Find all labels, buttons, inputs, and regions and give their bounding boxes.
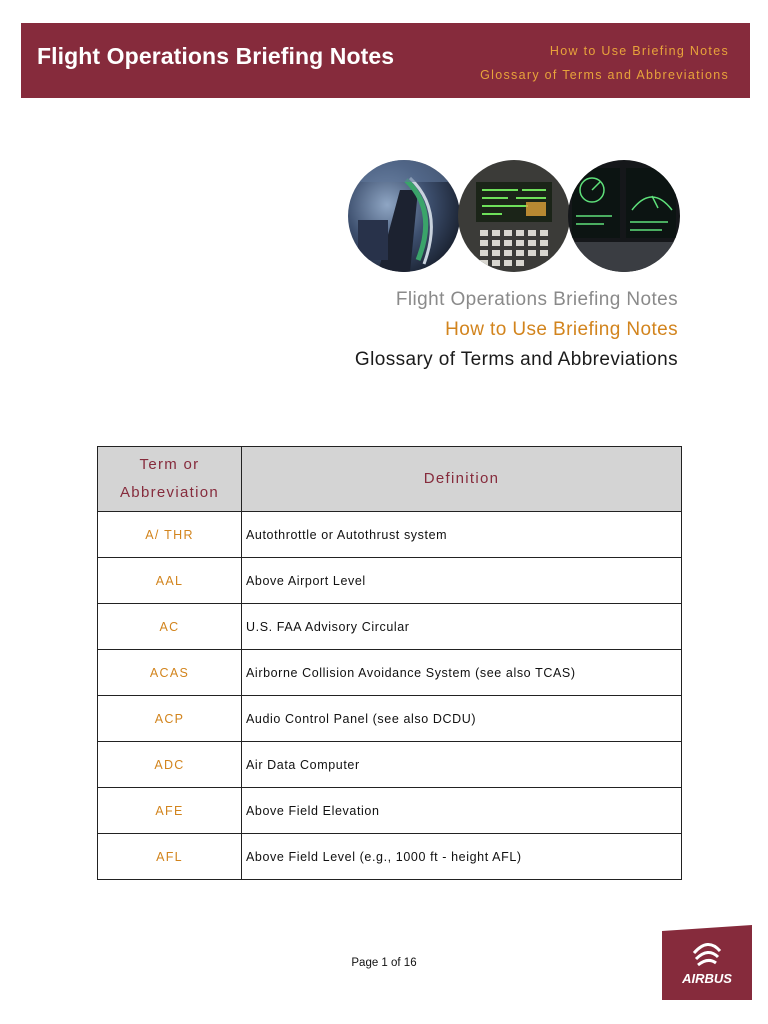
- definition-cell: Above Airport Level: [242, 558, 682, 604]
- title-glossary: Glossary of Terms and Abbreviations: [354, 349, 678, 370]
- definition-cell: Autothrottle or Autothrust system: [242, 512, 682, 558]
- table-row: [98, 650, 682, 696]
- term-cell: ACAS: [98, 650, 242, 696]
- definition-cell: U.S. FAA Advisory Circular: [242, 604, 682, 650]
- document-titles: [355, 285, 678, 375]
- term-cell: ADC: [98, 742, 242, 788]
- table-header-row: [98, 447, 682, 512]
- table-row: [98, 558, 682, 604]
- display-photo: [568, 160, 680, 272]
- term-cell: AC: [98, 604, 242, 650]
- page-number: Page 1 of 16: [351, 957, 417, 969]
- table-row: [98, 834, 682, 880]
- definition-cell: Above Field Elevation: [242, 788, 682, 834]
- link-how-to-use[interactable]: How to Use Briefing Notes: [549, 44, 729, 58]
- definition-cell: Airborne Collision Avoidance System (see also TCAS): [242, 650, 682, 696]
- table-row: [98, 604, 682, 650]
- term-cell: ACP: [98, 696, 242, 742]
- term-cell: AFL: [98, 834, 242, 880]
- glossary-table: [97, 446, 682, 880]
- definition-cell: Above Field Level (e.g., 1000 ft - height AFL): [242, 834, 682, 880]
- definition-cell: Audio Control Panel (see also DCDU): [242, 696, 682, 742]
- header-links: [480, 39, 729, 87]
- throttle-photo: [348, 160, 460, 272]
- cockpit-photos: [346, 160, 680, 274]
- column-header-definition: Definition: [242, 447, 682, 512]
- column-header-term: Term or Abbreviation: [98, 447, 242, 512]
- fms-photo: [458, 160, 570, 272]
- airbus-logo: [662, 925, 752, 1000]
- title-how-to-use: How to Use Briefing Notes: [445, 319, 678, 340]
- table-row: [98, 512, 682, 558]
- header-bar: [21, 23, 750, 98]
- title-briefing-notes: Flight Operations Briefing Notes: [395, 289, 678, 310]
- table-row: [98, 696, 682, 742]
- term-cell: AAL: [98, 558, 242, 604]
- table-row: [98, 742, 682, 788]
- table-row: [98, 788, 682, 834]
- term-cell: A/ THR: [98, 512, 242, 558]
- header-title: Flight Operations Briefing Notes: [37, 43, 395, 69]
- definition-cell: Air Data Computer: [242, 742, 682, 788]
- svg-text:AIRBUS: AIRBUS: [682, 971, 732, 986]
- link-glossary[interactable]: Glossary of Terms and Abbreviations: [480, 68, 729, 82]
- term-cell: AFE: [98, 788, 242, 834]
